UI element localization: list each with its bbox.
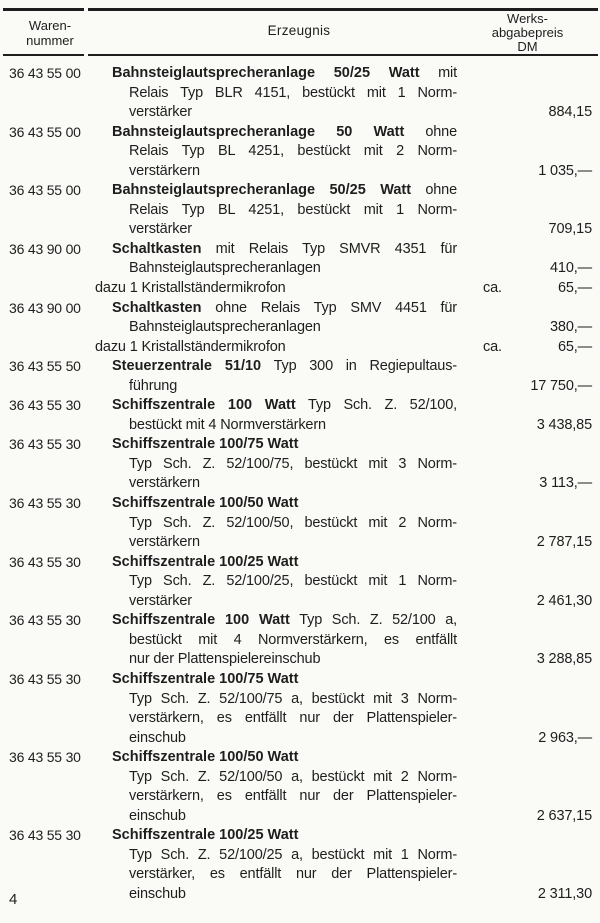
warennummer — [0, 631, 112, 651]
table-row-line — [0, 377, 600, 397]
price-cell — [457, 514, 600, 534]
product-description: führung — [129, 377, 178, 394]
erzeugnis-text — [112, 670, 457, 690]
warennummer: 36 43 55 30 — [9, 553, 81, 570]
erzeugnis-text — [112, 357, 457, 377]
price-cell — [457, 201, 600, 221]
product-description: ohne — [404, 123, 457, 140]
warennummer: 36 43 55 30 — [9, 749, 81, 766]
price-cell — [457, 709, 600, 729]
erzeugnis-text — [112, 787, 457, 807]
price-cell — [457, 455, 600, 475]
warennummer — [0, 377, 112, 397]
price-cell — [457, 435, 600, 455]
product-name: Schaltkasten — [112, 299, 202, 316]
erzeugnis-text — [112, 690, 457, 710]
erzeugnis-text — [112, 64, 457, 84]
price-cell — [457, 553, 600, 573]
warennummer — [0, 318, 112, 338]
price-cell — [457, 846, 600, 866]
warennummer: 36 43 55 30 — [9, 495, 81, 512]
price-cell — [457, 474, 600, 494]
table-row-line — [0, 435, 600, 455]
table-row-line — [0, 885, 600, 905]
erzeugnis-text — [112, 631, 457, 651]
table-row-line — [0, 162, 600, 182]
header-rule-bottom-left — [3, 54, 84, 56]
warennummer — [0, 650, 112, 670]
header-rule-bottom-right — [88, 54, 598, 56]
product-name: Schiffszentrale 100/25 Watt — [112, 827, 299, 844]
table-row-line — [0, 181, 600, 201]
warennummer — [0, 84, 112, 104]
erzeugnis-text — [112, 142, 457, 162]
product-description: Typ Sch. Z. 52/100/75 a, bestückt mit 3 Norm- — [129, 690, 457, 707]
price-cell — [457, 84, 600, 104]
price-cell — [457, 299, 600, 319]
price-cell — [457, 807, 600, 827]
price-cell — [457, 279, 600, 299]
price-cell — [457, 748, 600, 768]
warennummer — [0, 768, 112, 788]
table-row-line — [0, 64, 600, 84]
table-row-line — [0, 494, 600, 514]
product-description: Relais Typ BLR 4151, bestückt mit 1 Norm- — [129, 84, 457, 101]
erzeugnis-text — [112, 435, 457, 455]
price-value: 3 113,— — [539, 475, 592, 492]
warennummer — [0, 865, 112, 885]
product-description: Relais Typ BL 4251, bestückt mit 1 Norm- — [129, 201, 457, 218]
erzeugnis-text — [112, 807, 457, 827]
warennummer: 36 43 55 00 — [9, 123, 81, 140]
price-value: 884,15 — [548, 104, 592, 121]
price-value: 3 438,85 — [536, 416, 592, 433]
price-cell — [457, 650, 600, 670]
erzeugnis-text — [112, 474, 457, 494]
price-value: 1 035,— — [538, 162, 592, 179]
erzeugnis-text — [112, 220, 457, 240]
erzeugnis-text — [112, 84, 457, 104]
table-row-line — [0, 748, 600, 768]
product-description: dazu 1 Kristallständermikrofon — [95, 280, 286, 297]
product-description: bestückt mit 4 Normverstärkern, es entfällt — [129, 631, 457, 648]
price-cell — [457, 533, 600, 553]
table-row-line — [0, 768, 600, 788]
warennummer — [0, 162, 112, 182]
product-description: verstärker — [129, 592, 192, 609]
table-row-line — [0, 514, 600, 534]
table-row-line — [0, 807, 600, 827]
price-cell — [457, 162, 600, 182]
product-description: verstärker — [129, 221, 192, 238]
table-row-line — [0, 553, 600, 573]
column-header-warennummer-line2: nummer — [26, 33, 74, 48]
price-value: 17 750,— — [530, 377, 592, 394]
warennummer: 36 43 55 30 — [9, 670, 81, 687]
warennummer — [0, 846, 112, 866]
price-cell — [457, 357, 600, 377]
warennummer: 36 43 55 30 — [9, 397, 81, 414]
table-row-line — [0, 455, 600, 475]
warennummer: 36 43 55 00 — [9, 65, 81, 81]
price-cell — [457, 670, 600, 690]
price-cell — [457, 826, 600, 846]
table-row-line — [0, 729, 600, 749]
erzeugnis-text — [112, 162, 457, 182]
warennummer — [0, 533, 112, 553]
price-cell — [457, 220, 600, 240]
price-cell — [457, 338, 600, 358]
price-value: 410,— — [550, 260, 592, 277]
price-cell — [457, 396, 600, 416]
price-cell — [457, 181, 600, 201]
table-row-line — [0, 474, 600, 494]
product-description: verstärkern, es entfällt nur der Plattenspieler- — [129, 710, 457, 727]
table-row-line — [0, 318, 600, 338]
product-description: ohne — [411, 182, 457, 199]
product-name: Bahnsteiglautsprecheranlage 50/25 Watt — [112, 65, 420, 81]
product-name: Schiffszentrale 100/75 Watt — [112, 436, 299, 453]
warennummer — [0, 514, 112, 534]
column-header-warennummer-line1: Waren- — [28, 18, 72, 33]
warennummer — [0, 787, 112, 807]
product-name: Schiffszentrale 100/50 Watt — [112, 495, 299, 512]
erzeugnis-text — [112, 299, 457, 319]
product-name: Schaltkasten — [112, 240, 202, 257]
product-name: Schiffszentrale 100/50 Watt — [112, 749, 299, 766]
price-value: 380,— — [550, 319, 592, 336]
table-row-line — [0, 611, 600, 631]
table-row-line — [0, 338, 600, 358]
price-cell — [457, 690, 600, 710]
warennummer: 36 43 90 00 — [9, 299, 81, 316]
price-cell — [457, 416, 600, 436]
erzeugnis-text — [112, 826, 457, 846]
product-name: Bahnsteiglautsprecheranlage 50/25 Watt — [112, 182, 412, 199]
warennummer: 36 43 55 30 — [9, 827, 81, 844]
table-body — [0, 64, 600, 905]
warennummer: 36 43 55 30 — [9, 436, 81, 453]
warennummer — [0, 709, 112, 729]
column-header-warennummer — [0, 18, 100, 48]
table-row-line — [0, 846, 600, 866]
price-cell — [457, 259, 600, 279]
erzeugnis-text — [112, 455, 457, 475]
price-value: 3 288,85 — [536, 651, 592, 668]
erzeugnis-text — [112, 201, 457, 221]
column-header-werks-line2: abgabepreis — [491, 25, 564, 40]
warennummer — [0, 455, 112, 475]
erzeugnis-text — [112, 572, 457, 592]
table-row-line — [0, 650, 600, 670]
table-row-line — [0, 240, 600, 260]
product-description: verstärkern, es entfällt nur der Plattenspieler- — [129, 788, 457, 805]
erzeugnis-text — [112, 611, 457, 631]
price-cell — [457, 494, 600, 514]
column-header-werks-line1: Werks- — [507, 11, 548, 26]
price-cell — [457, 240, 600, 260]
erzeugnis-text — [112, 259, 457, 279]
product-description: mit — [419, 65, 457, 81]
table-row-line — [0, 709, 600, 729]
column-header-werksabgabepreis — [460, 12, 595, 54]
erzeugnis-text — [112, 553, 457, 573]
erzeugnis-text — [112, 396, 457, 416]
product-description: einschub — [129, 729, 186, 746]
erzeugnis-text — [112, 123, 457, 143]
erzeugnis-text — [112, 592, 457, 612]
erzeugnis-text — [95, 338, 457, 358]
price-cell — [457, 142, 600, 162]
product-name: Schiffszentrale 100/25 Watt — [112, 553, 299, 570]
table-row-line — [0, 220, 600, 240]
table-row-line — [0, 259, 600, 279]
price-cell — [457, 729, 600, 749]
price-cell — [457, 318, 600, 338]
warennummer: 36 43 55 00 — [9, 182, 81, 199]
erzeugnis-text — [112, 514, 457, 534]
warennummer — [0, 592, 112, 612]
erzeugnis-text — [112, 768, 457, 788]
warennummer — [0, 259, 112, 279]
product-description: Typ 300 in Regiepultaus- — [261, 358, 457, 375]
product-description: Relais Typ BL 4251, bestückt mit 2 Norm- — [129, 143, 457, 160]
product-description: Typ Sch. Z. 52/100/25, bestückt mit 1 Norm- — [129, 573, 457, 590]
erzeugnis-text — [112, 318, 457, 338]
product-name: Schiffszentrale 100/75 Watt — [112, 670, 299, 687]
warennummer — [0, 416, 112, 436]
warennummer — [0, 729, 112, 749]
erzeugnis-text — [112, 846, 457, 866]
table-row-line — [0, 416, 600, 436]
header-rule-top-left — [3, 8, 84, 11]
price-value: 2 963,— — [538, 729, 592, 746]
warennummer — [0, 572, 112, 592]
product-description: Typ Sch. Z. 52/100/50, bestückt mit 2 Norm- — [129, 514, 457, 531]
erzeugnis-text — [112, 103, 457, 123]
product-description: verstärkern — [129, 162, 200, 179]
price-value: 65,— — [557, 280, 592, 297]
table-row-line — [0, 103, 600, 123]
erzeugnis-text — [112, 181, 457, 201]
product-description: Typ Sch. Z. 52/100/25 a, bestückt mit 1 Norm- — [129, 846, 457, 863]
erzeugnis-text — [112, 865, 457, 885]
price-value: 2 311,30 — [537, 885, 592, 902]
product-name: Bahnsteiglautsprecheranlage 50 Watt — [112, 123, 405, 140]
warennummer — [0, 103, 112, 123]
product-description: Bahnsteiglautsprecheranlagen — [129, 260, 321, 277]
price-cell — [457, 768, 600, 788]
circa-label: ca. — [483, 280, 502, 297]
page-number: 4 — [9, 891, 18, 908]
erzeugnis-text — [112, 240, 457, 260]
erzeugnis-text — [112, 729, 457, 749]
product-description: einschub — [129, 885, 186, 902]
warennummer: 36 43 55 30 — [9, 612, 81, 629]
product-description: verstärkern — [129, 534, 200, 551]
price-cell — [457, 865, 600, 885]
product-description: Typ Sch. Z. 52/100/50 a, bestückt mit 2 Norm- — [129, 768, 457, 785]
erzeugnis-text — [95, 279, 457, 299]
warennummer: 36 43 90 00 — [9, 240, 81, 257]
erzeugnis-text — [112, 377, 457, 397]
product-description: mit Relais Typ SMVR 4351 für — [201, 240, 457, 257]
table-row-line — [0, 631, 600, 651]
price-cell — [457, 592, 600, 612]
product-description: dazu 1 Kristallständermikrofon — [95, 338, 286, 355]
product-name: Steuerzentrale 51/10 — [112, 358, 262, 375]
table-row-line — [0, 572, 600, 592]
table-row-line — [0, 826, 600, 846]
table-row-line — [0, 279, 600, 299]
product-name: Schiffszentrale 100 Watt — [112, 612, 290, 629]
erzeugnis-text — [112, 494, 457, 514]
erzeugnis-text — [112, 748, 457, 768]
warennummer — [0, 690, 112, 710]
warennummer — [0, 142, 112, 162]
product-description: verstärkern — [129, 475, 200, 492]
table-row-line — [0, 592, 600, 612]
table-row-line — [0, 201, 600, 221]
product-description: Typ Sch. Z. 52/100, — [295, 397, 457, 414]
price-cell — [457, 572, 600, 592]
price-value: 2 637,15 — [536, 807, 592, 824]
product-description: Typ Sch. Z. 52/100/75, bestückt mit 3 Norm- — [129, 455, 457, 472]
product-description: verstärker, es entfällt nur der Plattenspieler- — [129, 866, 457, 883]
warennummer — [0, 201, 112, 221]
price-cell — [457, 103, 600, 123]
product-description: ohne Relais Typ SMV 4451 für — [201, 299, 457, 316]
price-value: 65,— — [557, 338, 592, 355]
table-row-line — [0, 84, 600, 104]
erzeugnis-text — [112, 650, 457, 670]
column-header-werks-line3: DM — [517, 39, 538, 54]
warennummer — [0, 807, 112, 827]
product-description: einschub — [129, 807, 186, 824]
price-cell — [457, 885, 600, 905]
price-value: 709,15 — [548, 221, 592, 238]
product-description: bestückt mit 4 Normverstärkern — [129, 416, 326, 433]
erzeugnis-text — [112, 885, 457, 905]
erzeugnis-text — [112, 416, 457, 436]
erzeugnis-text — [112, 709, 457, 729]
price-cell — [457, 64, 600, 84]
price-cell — [457, 787, 600, 807]
table-row-line — [0, 533, 600, 553]
product-description: Typ Sch. Z. 52/100 a, — [289, 612, 458, 629]
price-cell — [457, 631, 600, 651]
column-header-erzeugnis: Erzeugnis — [267, 23, 331, 38]
erzeugnis-text — [112, 533, 457, 553]
warennummer — [0, 220, 112, 240]
circa-label: ca. — [483, 338, 502, 355]
price-cell — [457, 123, 600, 143]
price-value: 2 787,15 — [536, 534, 592, 551]
price-cell — [457, 377, 600, 397]
product-name: Schiffszentrale 100 Watt — [112, 397, 296, 414]
table-row-line — [0, 123, 600, 143]
warennummer — [0, 474, 112, 494]
table-row-line — [0, 299, 600, 319]
price-cell — [457, 611, 600, 631]
product-description: nur der Plattenspielereinschub — [129, 651, 321, 668]
table-row-line — [0, 865, 600, 885]
table-row-line — [0, 396, 600, 416]
warennummer: 36 43 55 50 — [9, 358, 81, 375]
table-row-line — [0, 357, 600, 377]
table-row-line — [0, 690, 600, 710]
table-row-line — [0, 670, 600, 690]
price-value: 2 461,30 — [536, 592, 592, 609]
product-description: verstärker — [129, 104, 192, 121]
table-row-line — [0, 787, 600, 807]
product-description: Bahnsteiglautsprecheranlagen — [129, 319, 321, 336]
table-row-line — [0, 142, 600, 162]
